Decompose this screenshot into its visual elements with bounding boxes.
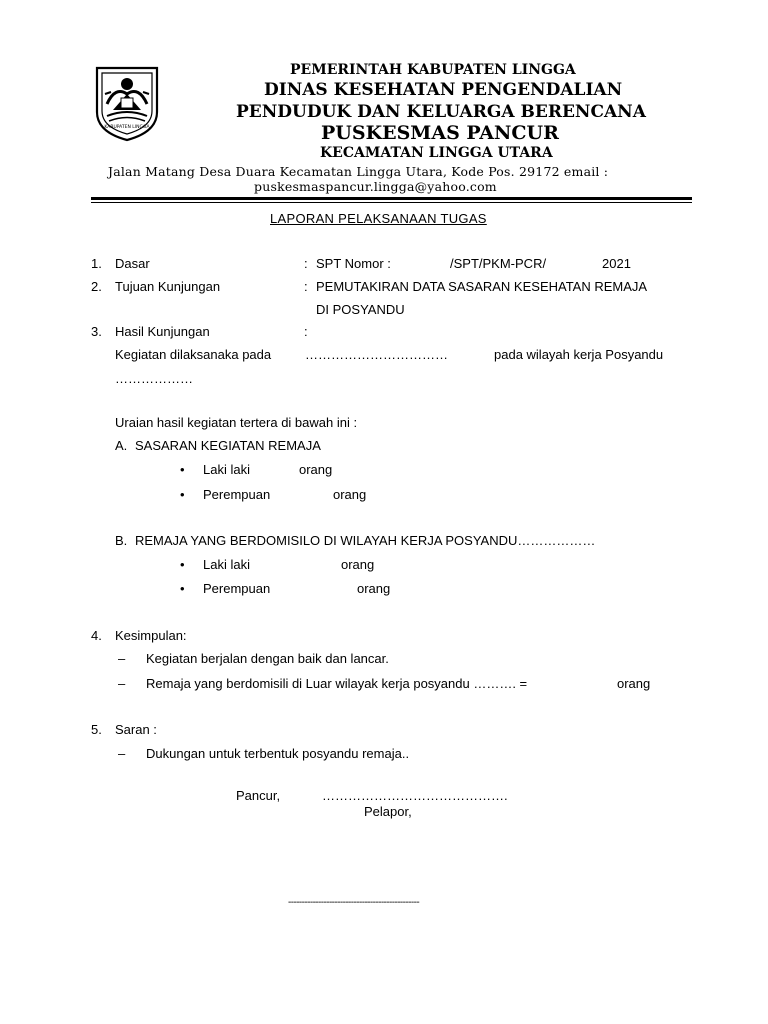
header-district: KECAMATAN LINGGA UTARA — [320, 145, 553, 161]
item-2-colon: : — [304, 279, 308, 294]
header-puskesmas: PUSKESMAS PANCUR — [321, 122, 559, 144]
item-2-number: 2. — [91, 279, 102, 294]
bullet-icon: • — [180, 581, 185, 596]
item-1-label: Dasar — [115, 256, 150, 271]
section-a-title: SASARAN KEGIATAN REMAJA — [135, 438, 321, 453]
purpose-value-line2: DI POSYANDU — [316, 302, 405, 317]
conclusion-dash-2: – — [118, 676, 126, 691]
activity-date-prefix: Kegiatan dilaksanaka pada — [115, 347, 272, 362]
spt-year: 2021 — [602, 256, 631, 271]
conclusion-line-2: Remaja yang berdomisili di Luar wilayak kerja posyandu ………. = — [146, 676, 528, 691]
bullet-icon: • — [180, 487, 185, 502]
section-b-female-unit: orang — [357, 581, 391, 596]
section-b-female-label: Perempuan — [203, 581, 271, 596]
item-5-number: 5. — [91, 722, 102, 737]
item-3-label: Hasil Kunjungan — [115, 324, 210, 339]
conclusion-dash-1: – — [118, 651, 126, 666]
header-agency-line1: DINAS KESEHATAN PENGENDALIAN — [264, 80, 623, 100]
section-b-title: REMAJA YANG BERDOMISILO DI WILAYAH KERJA POSYANDU……………… — [135, 533, 596, 548]
purpose-value-line1: PEMUTAKIRAN DATA SASARAN KESEHATAN REMAJA — [316, 279, 648, 294]
regency-seal-graphic — [91, 64, 163, 142]
letterhead-rule-thick — [91, 197, 692, 200]
posyandu-name-blank: ……………… — [115, 371, 193, 386]
bullet-icon: • — [180, 462, 185, 477]
item-3-colon: : — [304, 324, 308, 339]
seal-label: KABUPATEN LINGGA — [104, 125, 150, 130]
section-a-male-unit: orang — [299, 462, 333, 477]
bullet-icon: • — [180, 557, 185, 572]
spt-code: /SPT/PKM-PCR/ — [450, 256, 547, 271]
signature-date-blank: ……………………………………. — [322, 788, 508, 803]
section-b-letter: B. — [115, 533, 128, 548]
suggestion-dash: – — [118, 746, 126, 761]
item-1-colon: : — [304, 256, 308, 271]
item-5-label: Saran : — [115, 722, 157, 737]
results-intro: Uraian hasil kegiatan tertera di bawah ini : — [115, 415, 358, 430]
spt-number-label: SPT Nomor : — [316, 256, 391, 271]
section-a-female-label: Perempuan — [203, 487, 271, 502]
header-email: puskesmaspancur.lingga@yahoo.com — [254, 179, 497, 194]
conclusion-line-2-unit: orang — [617, 676, 651, 691]
item-4-number: 4. — [91, 628, 102, 643]
conclusion-line-1: Kegiatan berjalan dengan baik dan lancar. — [146, 651, 389, 666]
item-4-label: Kesimpulan: — [115, 628, 187, 643]
item-3-number: 3. — [91, 324, 102, 339]
suggestion-line-1: Dukungan untuk terbentuk posyandu remaja.. — [146, 746, 410, 761]
header-agency-line2: PENDUDUK DAN KELUARGA BERENCANA — [236, 102, 646, 122]
item-2-label: Tujuan Kunjungan — [115, 279, 221, 294]
section-a-letter: A. — [115, 438, 128, 453]
header-government: PEMERINTAH KABUPATEN LINGGA — [290, 62, 576, 78]
signature-place: Pancur, — [236, 788, 281, 803]
section-b-male-unit: orang — [341, 557, 375, 572]
header-address: Jalan Matang Desa Duara Kecamatan Lingga Utara, Kode Pos. 29172 email : — [108, 164, 609, 179]
section-a-female-unit: orang — [333, 487, 367, 502]
item-1-number: 1. — [91, 256, 102, 271]
regency-seal — [91, 64, 163, 147]
activity-date-blank: …………………………… — [305, 347, 448, 362]
signature-role: Pelapor, — [364, 804, 412, 819]
section-b-male-label: Laki laki — [203, 557, 250, 572]
letterhead-rule-thin — [91, 202, 692, 203]
activity-area-label: pada wilayah kerja Posyandu — [494, 347, 664, 362]
section-a-male-label: Laki laki — [203, 462, 250, 477]
signature-name-line: ------------------------------------------------ — [288, 897, 420, 908]
document-title: LAPORAN PELAKSANAAN TUGAS — [270, 211, 487, 226]
